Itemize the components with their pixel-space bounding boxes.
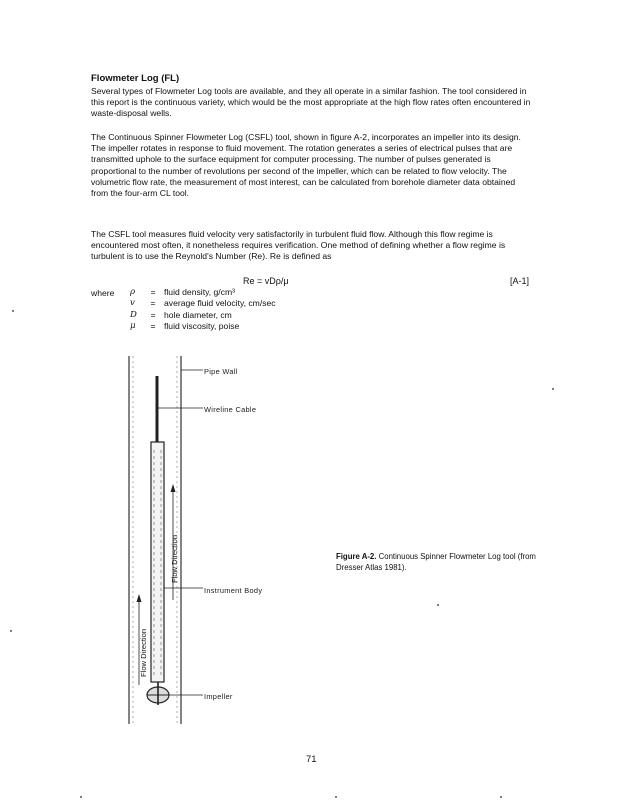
- variable-equals: =: [150, 320, 156, 331]
- equation-number: [A-1]: [510, 276, 530, 286]
- scan-speck: [335, 796, 337, 798]
- variable-description: fluid density, g/cm³: [164, 287, 236, 297]
- label-instrument-body: Instrument Body: [204, 586, 263, 595]
- label-pipe-wall: Pipe Wall: [204, 367, 238, 376]
- scan-speck: [80, 796, 82, 798]
- scan-speck: [500, 796, 502, 798]
- scan-speck: [437, 604, 439, 606]
- variable-definitions: [130, 287, 276, 332]
- variable-description: average fluid velocity, cm/sec: [164, 298, 276, 309]
- where-label: where: [91, 288, 115, 298]
- variable-equals: =: [150, 309, 156, 320]
- variable-equals: =: [150, 298, 156, 309]
- variable-row: [130, 321, 276, 332]
- paragraph-2: The Continuous Spinner Flowmeter Log (CSFL) tool, shown in figure A-2, incorporates an impeller into its design. The impeller rotates in response to fluid movement. The rotation generates a series of electrical pulses that are transmitted uphole to the surface equipment for computer processing. The number of pulses generated is proportional to the number of revolutions per second of the impeller, which can be related to flow velocity. The volumetric flow rate, the measurement of most interest, can be calculated from borehole diameter data obtained from the four-arm CL tool.: [91, 132, 521, 199]
- scan-speck: [10, 630, 12, 632]
- scan-speck: [12, 310, 14, 312]
- caption-text: Continuous Spinner Flowmeter Log tool (from Dresser Atlas 1981).: [336, 552, 536, 572]
- variable-row: [130, 287, 276, 298]
- variable-equals: =: [150, 287, 156, 297]
- paragraph-3: The CSFL tool measures fluid velocity very satisfactorily in turbulent fluid flow. Although this flow regime is encountered most often, it nonetheless requires verification. One method of defining whether a flow regime is turbulent is to use the Reynold's Number (Re). Re is defined as: [91, 229, 506, 262]
- caption-number: Figure A-2.: [336, 552, 377, 561]
- variable-row: [130, 298, 276, 309]
- reynolds-equation: Re = vDρ/μ: [243, 276, 289, 286]
- section-heading: Flowmeter Log (FL): [91, 73, 180, 84]
- variable-symbol: μ: [130, 320, 136, 331]
- variable-description: hole diameter, cm: [164, 309, 232, 320]
- flow-direction-label: Flow Direction: [170, 534, 179, 583]
- instrument-body: [151, 442, 164, 682]
- variable-symbol: v: [130, 298, 135, 309]
- variable-symbol: D: [130, 309, 137, 320]
- figure-caption: [336, 552, 536, 573]
- label-wireline-cable: Wireline Cable: [204, 405, 257, 414]
- variable-symbol: ρ: [130, 287, 136, 297]
- page-number: 71: [306, 754, 317, 765]
- variable-row: [130, 310, 276, 321]
- flow-direction-label: Flow Direction: [139, 628, 148, 677]
- paragraph-1: Several types of Flowmeter Log tools are available, and they all operate in a similar fashion. The tool considered in this report is the continuous variety, which would be the most appropriate at the high flow rates often encountered in waste-disposal wells.: [91, 86, 531, 119]
- variable-description: fluid viscosity, poise: [164, 320, 240, 331]
- scan-speck: [552, 388, 554, 390]
- label-impeller: Impeller: [204, 692, 233, 701]
